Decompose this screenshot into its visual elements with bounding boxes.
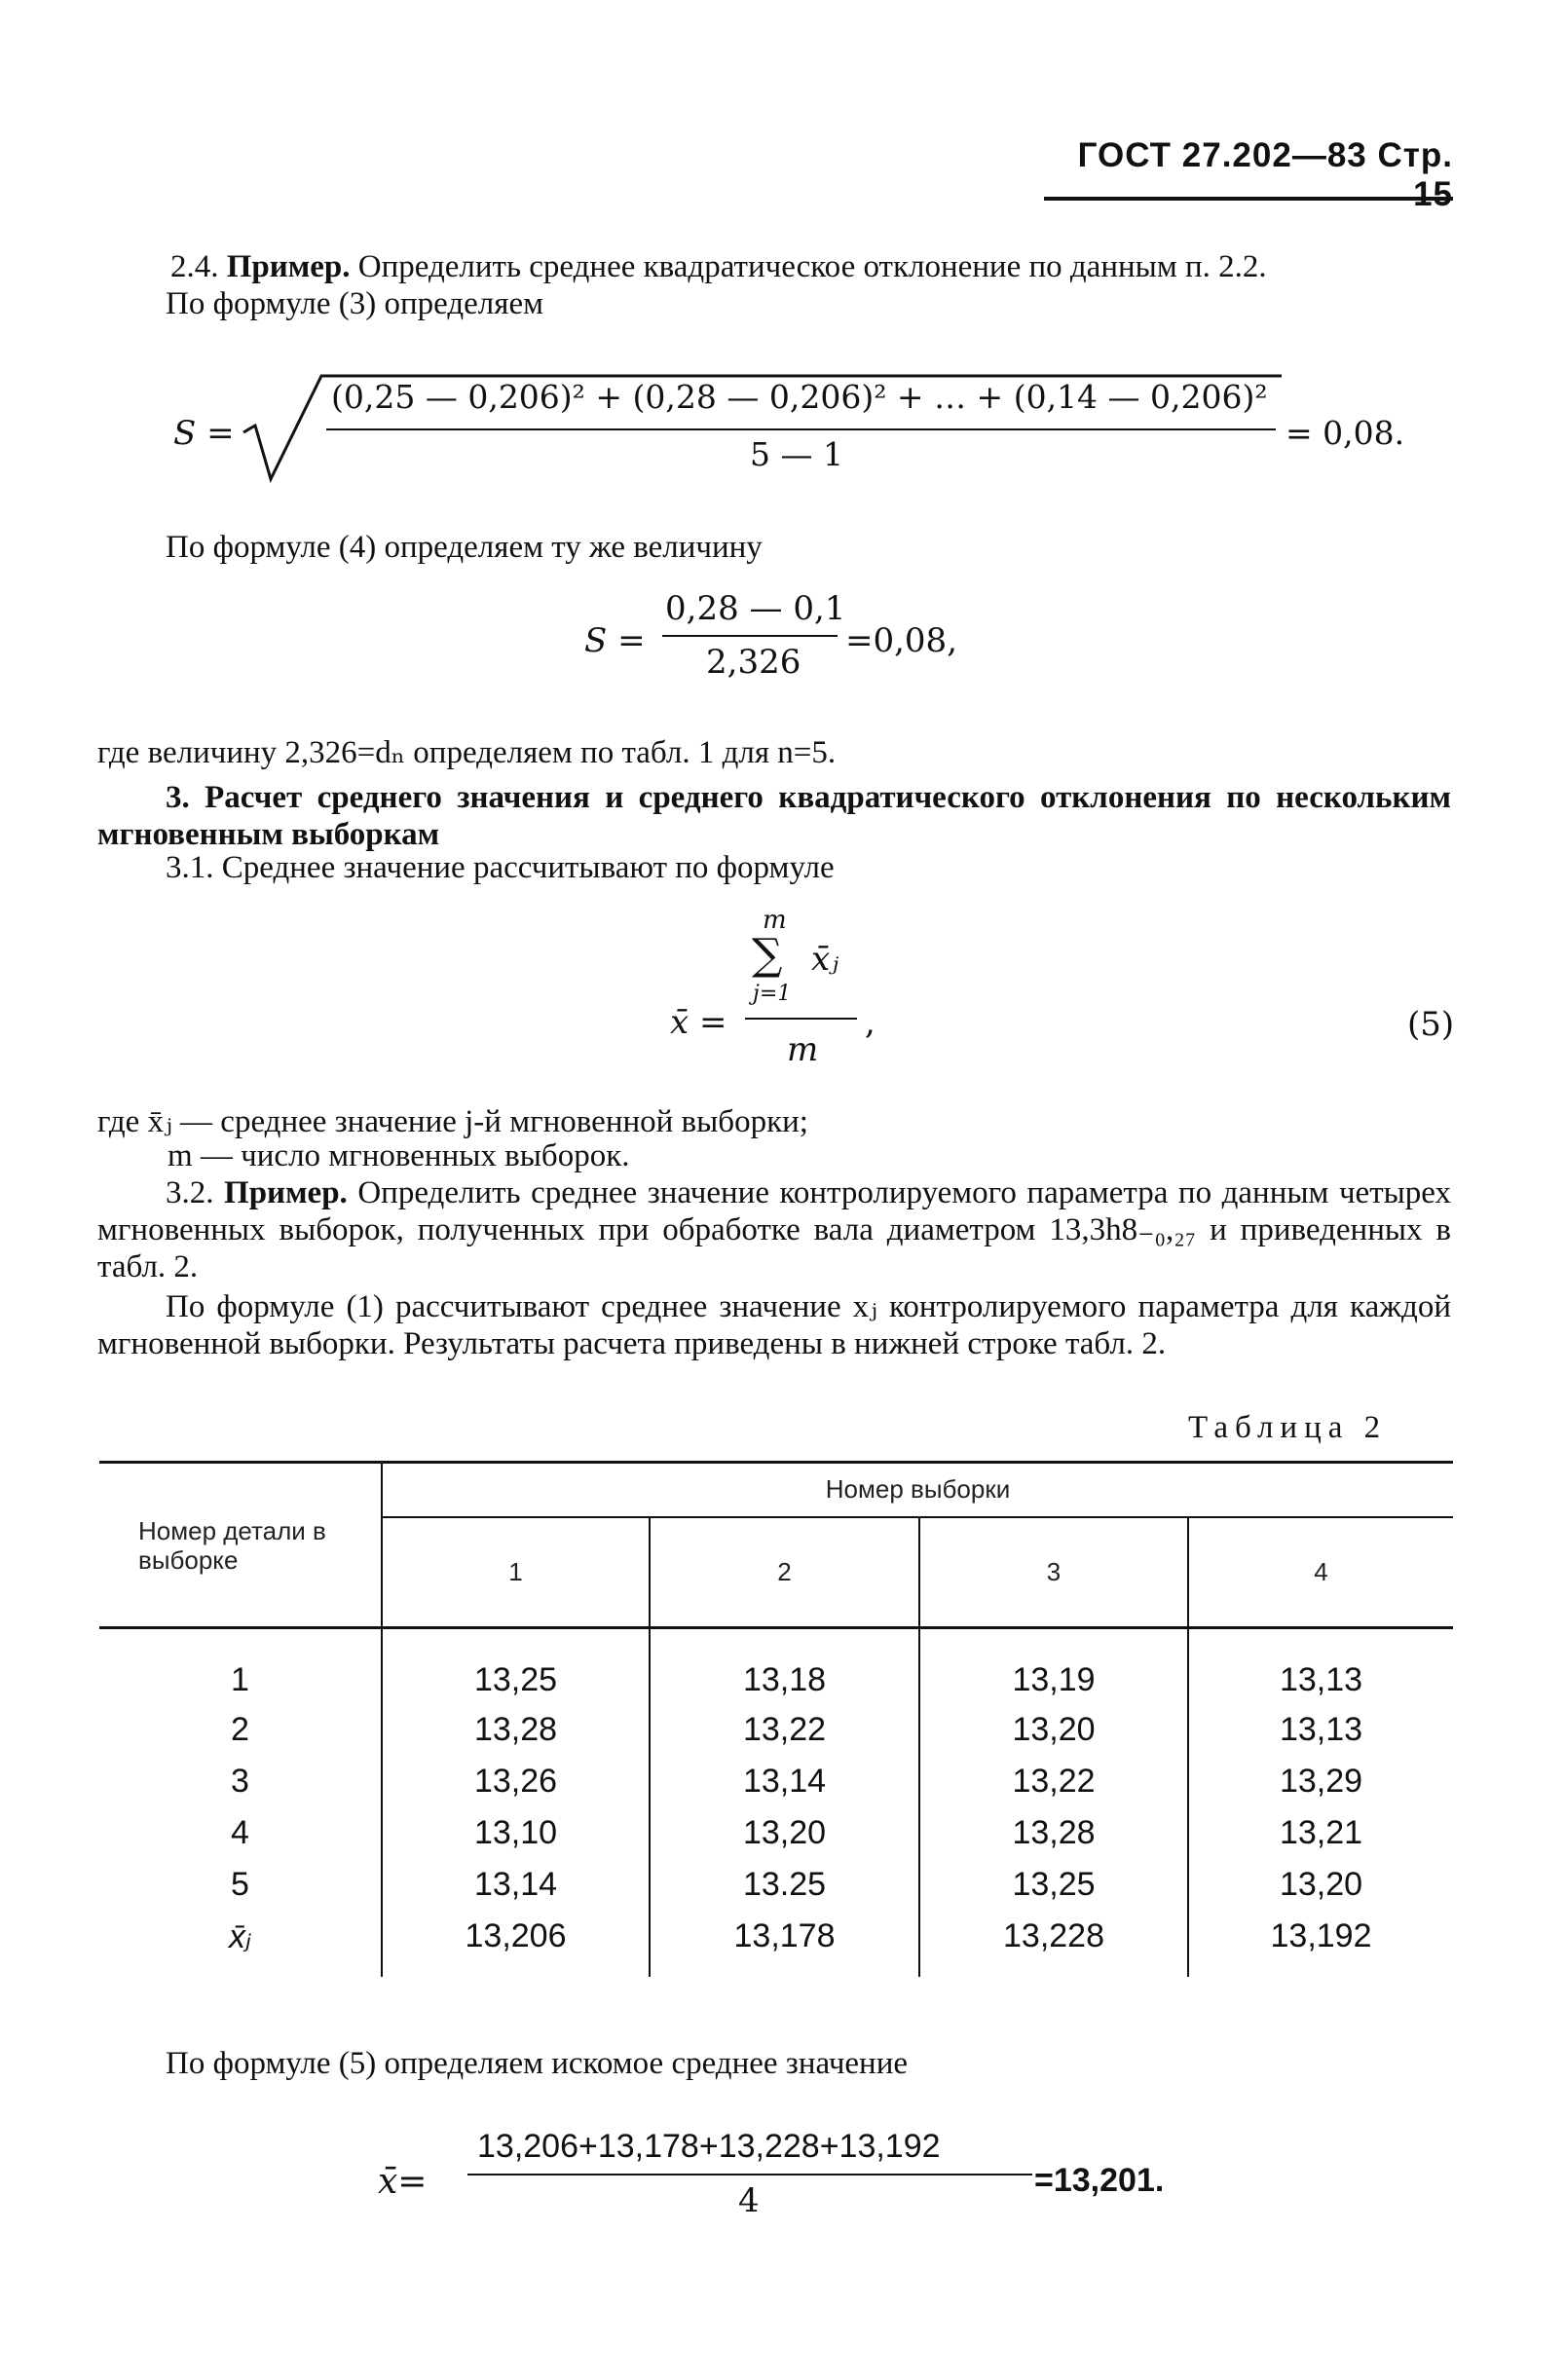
table-cell: 13,13 [1188,1628,1453,1704]
table-cell: 13,20 [919,1704,1188,1756]
section-3-1: 3.1. Среднее значение рассчитывают по формуле [166,850,835,885]
table-cell: 13,228 [919,1911,1188,1977]
section-3-2-title: Пример. [224,1175,348,1210]
section-3-2 [97,1174,1451,1285]
formula-final-lhs: x̄= [378,2162,428,2202]
formula-4-result: =0,08, [845,621,957,660]
table-cell: 13,28 [919,1807,1188,1859]
table-cell: 13,22 [919,1756,1188,1807]
formula-4-denominator: 2,326 [706,643,801,682]
table-row-label: x̄ⱼ [229,1917,251,1955]
table-row-label: 2 [231,1710,249,1748]
table-2-title: Таблица 2 [1188,1410,1388,1445]
table-row-label: 5 [231,1865,249,1903]
para-formula-1: По формуле (1) рассчитывают среднее значение xⱼ контролируемого параметра для каждой мгновенной выборки. Результаты расчета приведены в нижней строке табл. 2. [97,1289,1451,1361]
para-formula-5: По формуле (5) определяем искомое среднее значение [166,2046,909,2081]
table-group-header: Номер выборки [382,1463,1453,1517]
table-cell: 13,206 [382,1911,650,1977]
where-5-line1: где x̄ⱼ — среднее значение j-й мгновенной выборки; [97,1104,808,1139]
table-col-header: 2 [650,1517,919,1628]
section-2-4 [166,248,1451,285]
table-cell: 13,13 [1188,1704,1453,1756]
table-cell: 13,21 [1188,1807,1453,1859]
table-col-header: 3 [919,1517,1188,1628]
para-dn: где величину 2,326=dₙ определяем по табл. 1 для n=5. [97,735,837,770]
table-col-header: 4 [1188,1517,1453,1628]
table-cell: 13,192 [1188,1911,1453,1977]
table-cell: 13,25 [382,1628,650,1704]
table-cell: 13,20 [650,1807,919,1859]
sum-icon: ∑ [752,930,783,980]
formula-3-lhs: S = [173,414,235,453]
table-col-header: 1 [382,1517,650,1628]
formula-3-result: = 0,08. [1286,414,1405,452]
table-cell: 13,10 [382,1807,650,1859]
formula-final-denominator: 4 [738,2181,760,2220]
formula-4-fraction-line [662,635,838,637]
formula-final-result: =13,201. [1034,2162,1165,2199]
formula-final-numerator: 13,206+13,178+13,228+13,192 [477,2128,941,2165]
table-row-header: Номер детали в выборке [99,1463,382,1628]
table-row-label: 1 [231,1660,249,1698]
table-cell: 13,19 [919,1628,1188,1704]
section-2-4-title: Пример. [226,249,351,284]
section-2-4-text1: Определить среднее квадратическое отклонение по данным п. 2.2. [357,249,1267,284]
formula-5-summand: x̄ⱼ [811,940,839,979]
table-cell: 13.25 [650,1859,919,1911]
section-2-4-number: 2.4. [170,249,219,284]
formula-3-fraction-line [326,428,1276,430]
formula-5-comma: , [865,1003,876,1042]
formula-3-denominator: 5 — 1 [750,435,843,473]
where-5-line2: m — число мгновенных выборок. [168,1138,630,1173]
table-cell: 13,20 [1188,1859,1453,1911]
table-cell: 13,14 [382,1859,650,1911]
table-cell: 13,28 [382,1704,650,1756]
section-3-heading: 3. Расчет среднего значения и среднего квадратического отклонения по нескольким мгновенным выборкам [97,780,1451,852]
table-cell: 13,178 [650,1911,919,1977]
table-cell: 13,22 [650,1704,919,1756]
section-3-2-text: Определить среднее значение контролируемого параметра по данным четырех мгновенных выборок, полученных при обработке вала диаметром 13,3h8₋₀,₂₇ и приведенных в табл. 2. [97,1175,1451,1284]
table-2 [99,1461,1453,1977]
formula-5-sum-bottom: j=1 [753,982,792,1006]
formula-5-sum-top: m [763,906,787,935]
table-row-label: 3 [231,1762,249,1800]
para-formula-4: По формуле (4) определяем ту же величину [166,530,763,565]
table-cell: 13,26 [382,1756,650,1807]
formula-final-fraction-line [467,2174,1032,2175]
formula-5-number: (5) [1407,1005,1455,1044]
formula-4-lhs: S = [584,621,646,660]
table-cell: 13,25 [919,1859,1188,1911]
formula-5-denominator: m [787,1030,819,1069]
table-cell: 13,29 [1188,1756,1453,1807]
section-3-2-number: 3.2. [166,1175,214,1210]
formula-3-numerator: (0,25 — 0,206)² + (0,28 — 0,206)² + … + (0,14 — 0,206)² [331,378,1268,416]
table-cell: 13,14 [650,1756,919,1807]
formula-5-lhs: x̄ = [670,1003,727,1042]
section-2-4-line2: По формуле (3) определяем [166,286,543,321]
formula-4-numerator: 0,28 — 0,1 [665,589,846,628]
formula-5-fraction-line [745,1018,857,1020]
page-header: ГОСТ 27.202—83 Стр. 15 [1044,136,1453,201]
table-cell: 13,18 [650,1628,919,1704]
table-row-label: 4 [231,1813,249,1851]
